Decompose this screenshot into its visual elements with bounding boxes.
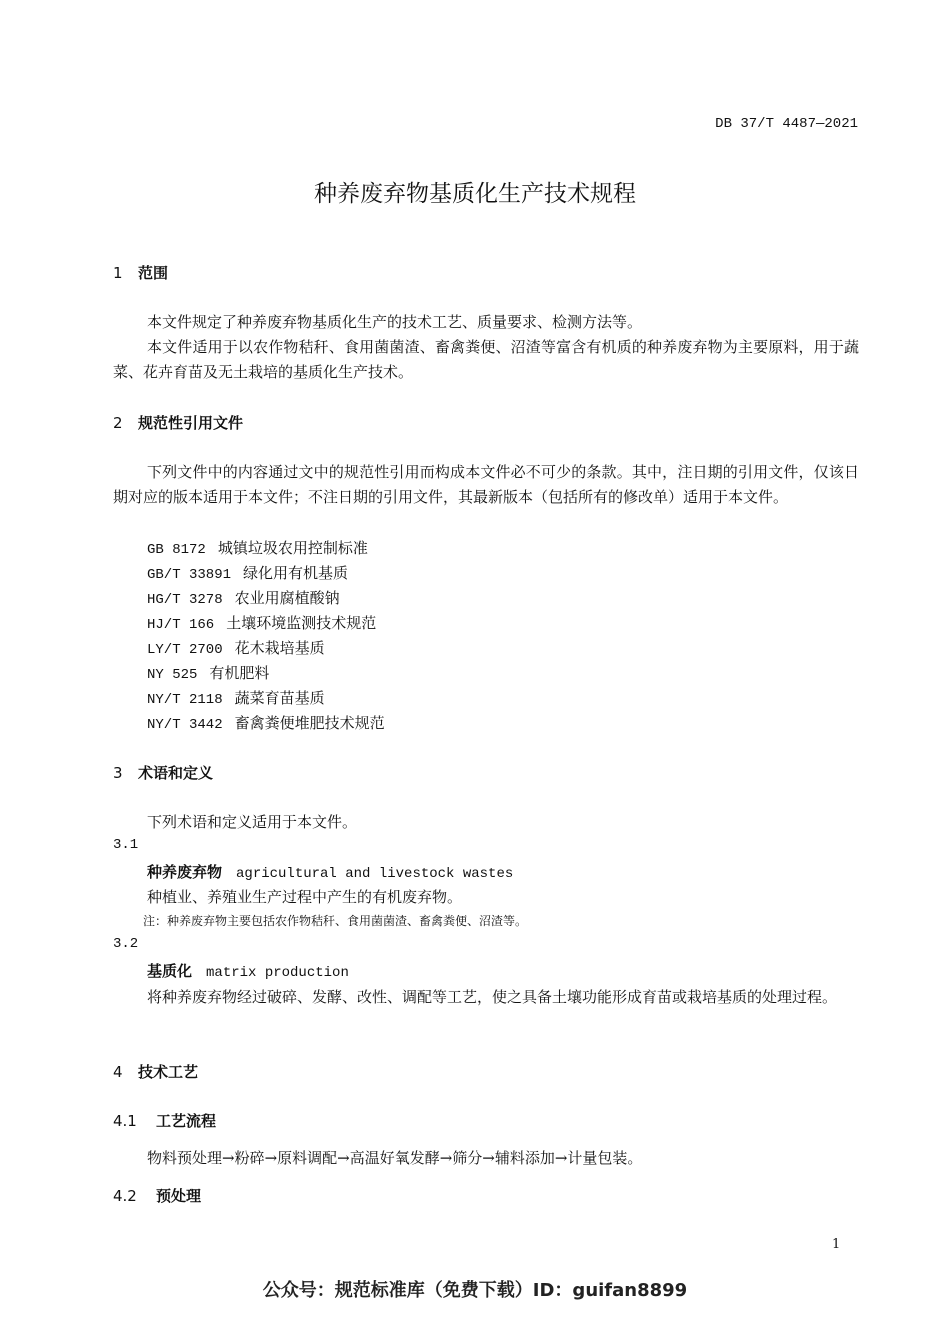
- section-number: 3: [113, 764, 123, 782]
- reference-item: [147, 662, 269, 683]
- section-number: 4: [113, 1063, 123, 1081]
- reference-name: 花木栽培基质: [234, 639, 325, 657]
- reference-code: NY 525: [147, 667, 198, 683]
- reference-name: 农业用腐植酸钠: [234, 589, 340, 607]
- reference-item: [147, 562, 348, 583]
- normative-intro-paragraph: 下列文件中的内容通过文中的规范性引用而构成本文件必不可少的条款。其中，注日期的引用文件，仅该日期对应的版本适用于本文件；不注日期的引用文件，其最新版本（包括所有的修改单）适用于本文件。: [113, 463, 859, 506]
- document-title: 种养废弃物基质化生产技术规程: [314, 181, 636, 207]
- term-number: 3.2: [113, 936, 139, 952]
- page-number: 1: [832, 1237, 841, 1252]
- term-note: 注：种养废弃物主要包括农作物秸秆、食用菌菌渣、畜禽粪便、沼渣等。: [143, 914, 528, 928]
- section-title: 预处理: [156, 1187, 202, 1205]
- reference-code: NY/T 3442: [147, 717, 223, 733]
- reference-name: 畜禽粪便堆肥技术规范: [234, 714, 385, 732]
- scope-paragraph-1: 本文件规定了种养废弃物基质化生产的技术工艺、质量要求、检测方法等。: [147, 313, 643, 331]
- reference-code: HG/T 3278: [147, 592, 223, 608]
- footer-watermark: 公众号：规范标准库（免费下载）ID：guifan8899: [262, 1280, 688, 1301]
- reference-code: GB 8172: [147, 542, 206, 558]
- section-1-heading: [113, 262, 168, 283]
- section-title: 规范性引用文件: [138, 414, 244, 432]
- terms-intro: 下列术语和定义适用于本文件。: [147, 813, 358, 831]
- document-code: DB 37/T 4487—2021: [715, 116, 858, 132]
- reference-item: [147, 612, 376, 633]
- reference-name: 土壤环境监测技术规范: [226, 614, 377, 632]
- reference-item: [147, 637, 325, 658]
- section-title: 术语和定义: [138, 764, 214, 782]
- reference-code: LY/T 2700: [147, 642, 223, 658]
- section-3-heading: [113, 762, 213, 783]
- reference-item: [147, 537, 368, 558]
- term-chinese: 基质化: [147, 962, 193, 980]
- term-chinese: 种养废弃物: [147, 863, 223, 881]
- term-heading: [147, 960, 349, 981]
- term-definition: 将种养废弃物经过破碎、发酵、改性、调配等工艺，使之具备土壤功能形成育苗或栽培基质的处理过程。: [147, 988, 838, 1006]
- reference-code: HJ/T 166: [147, 617, 215, 633]
- section-number: 4.1: [113, 1112, 137, 1130]
- reference-item: [147, 587, 340, 608]
- section-4-2-heading: [113, 1185, 201, 1206]
- reference-item: [147, 712, 385, 733]
- term-number: 3.1: [113, 837, 139, 853]
- process-flow: 物料预处理→粉碎→原料调配→高温好氧发酵→筛分→辅料添加→计量包装。: [147, 1149, 643, 1167]
- section-number: 1: [113, 264, 123, 282]
- reference-name: 城镇垃圾农用控制标准: [217, 539, 368, 557]
- section-4-heading: [113, 1061, 198, 1082]
- section-title: 技术工艺: [138, 1063, 199, 1081]
- reference-name: 绿化用有机基质: [243, 564, 349, 582]
- section-number: 4.2: [113, 1187, 137, 1205]
- reference-name: 有机肥料: [209, 664, 270, 682]
- section-title: 工艺流程: [156, 1112, 217, 1130]
- term-definition: 种植业、养殖业生产过程中产生的有机废弃物。: [147, 888, 463, 906]
- reference-code: NY/T 2118: [147, 692, 223, 708]
- term-english: agricultural and livestock wastes: [236, 866, 514, 882]
- scope-paragraph-2: 本文件适用于以农作物秸秆、食用菌菌渣、畜禽粪便、沼渣等富含有机质的种养废弃物为主要原料，用于蔬菜、花卉育苗及无土栽培的基质化生产技术。: [113, 338, 859, 381]
- section-4-1-heading: [113, 1110, 216, 1131]
- reference-item: [147, 687, 325, 708]
- term-english: matrix production: [206, 965, 349, 981]
- term-heading: [147, 861, 513, 882]
- section-number: 2: [113, 414, 123, 432]
- reference-code: GB/T 33891: [147, 567, 232, 583]
- section-2-heading: [113, 412, 243, 433]
- reference-name: 蔬菜育苗基质: [234, 689, 325, 707]
- section-title: 范围: [138, 264, 169, 282]
